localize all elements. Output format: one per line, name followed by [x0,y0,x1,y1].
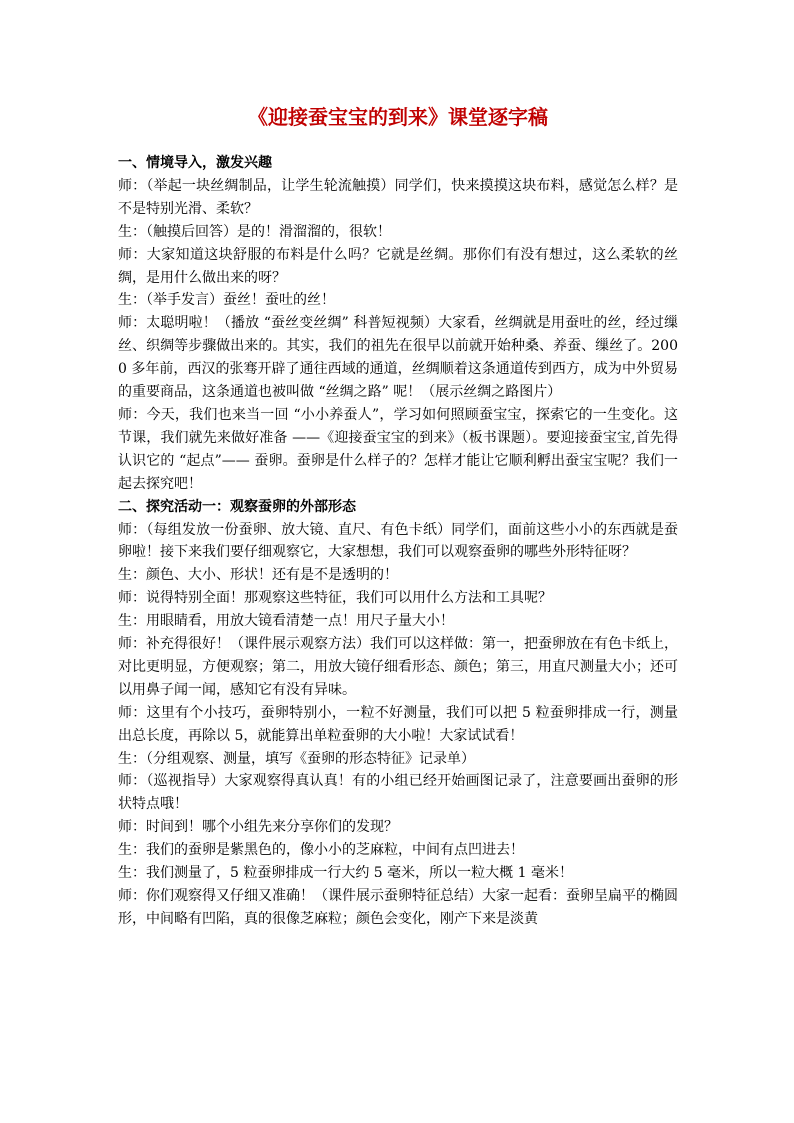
document-page [118,97,678,931]
page-title: 《迎接蚕宝宝的到来》课堂逐字稿 [248,105,548,129]
paragraph: 师：（每组发放一份蚕卵、放大镜、直尺、有色卡纸）同学们，面前这些小小的东西就是蚕卵啦！接下来我们要仔细观察它，大家想想，我们可以观察蚕卵的哪些外形特征呀？ [118,521,678,561]
section-activity-one [118,496,678,931]
paragraph: 生：（举手发言）蚕丝！蚕吐的丝！ [118,292,335,309]
paragraph: 师：今天，我们也来当一回 “小小养蚕人”，学习如何照顾蚕宝宝，探索它的一生变化。这节课，我们就先来做好准备 ——《迎接蚕宝宝的到来》（板书课题）。要迎接蚕宝宝,首先得认识它的 “起点”—— 蚕卵。蚕卵是什么样子的？怎样才能让它顺利孵出蚕宝宝呢？我们一起去探究吧！ [118,406,678,492]
paragraph: 师：这里有个小技巧，蚕卵特别小，一粒不好测量，我们可以把 5 粒蚕卵排成一行，测量出总长度，再除以 5，就能算出单粒蚕卵的大小啦！大家试试看！ [118,704,678,744]
paragraph: 师：太聪明啦！（播放 “蚕丝变丝绸” 科普短视频）大家看，丝绸就是用蚕吐的丝，经过缫丝、织绸等步骤做出来的。其实，我们的祖先在很早以前就开始种桑、养蚕、缫丝了。2000 多年前，西汉的张骞开辟了通往西域的通道，丝绸顺着这条通道传到西方，成为中外贸易的重要商品，这条通道也被叫做 “丝绸之路” 呢！（展示丝绸之路图片） [118,315,678,401]
paragraph: 师：（举起一块丝绸制品，让学生轮流触摸）同学们，快来摸摸这块布料，感觉怎么样？是不是特别光滑、柔软？ [118,177,678,217]
paragraph: 生：（触摸后回答）是的！滑溜溜的，很软！ [118,223,391,240]
paragraph: 师：补充得很好！（课件展示观察方法）我们可以这样做：第一，把蚕卵放在有色卡纸上，对比更明显，方便观察；第二，用放大镜仔细看形态、颜色；第三，用直尺测量大小；还可以用鼻子闻一闻，感知它有没有异味。 [118,636,678,698]
paragraph: 生：用眼睛看，用放大镜看清楚一点！用尺子量大小！ [118,613,454,630]
paragraph: 师：大家知道这块舒服的布料是什么吗？它就是丝绸。那你们有没有想过，这么柔软的丝绸，是用什么做出来的呀？ [118,246,678,286]
paragraph: 师：（巡视指导）大家观察得真认真！有的小组已经开始画图记录了，注意要画出蚕卵的形状特点哦！ [118,773,678,813]
paragraph: 师：时间到！哪个小组先来分享你们的发现？ [118,819,398,836]
section-heading: 二、探究活动一：观察蚕卵的外部形态 [118,498,356,515]
section-intro [118,152,678,496]
paragraph: 生：我们测量了，5 粒蚕卵排成一行大约 5 毫米，所以一粒大概 1 毫米！ [118,865,573,882]
paragraph: 生：（分组观察、测量，填写《蚕卵的形态特征》记录单） [118,750,475,767]
paragraph: 师：说得特别全面！那观察这些特征，我们可以用什么方法和工具呢？ [118,590,552,607]
paragraph: 师：你们观察得又仔细又准确！（课件展示蚕卵特征总结）大家一起看：蚕卵呈扁平的椭圆形，中间略有凹陷，真的很像芝麻粒；颜色会变化，刚产下来是淡黄 [118,888,678,927]
section-heading: 一、情境导入，激发兴趣 [118,155,272,171]
paragraph: 生：颜色、大小、形状！还有是不是透明的！ [118,567,398,584]
paragraph: 生：我们的蚕卵是紫黑色的，像小小的芝麻粒，中间有点凹进去！ [118,842,524,859]
